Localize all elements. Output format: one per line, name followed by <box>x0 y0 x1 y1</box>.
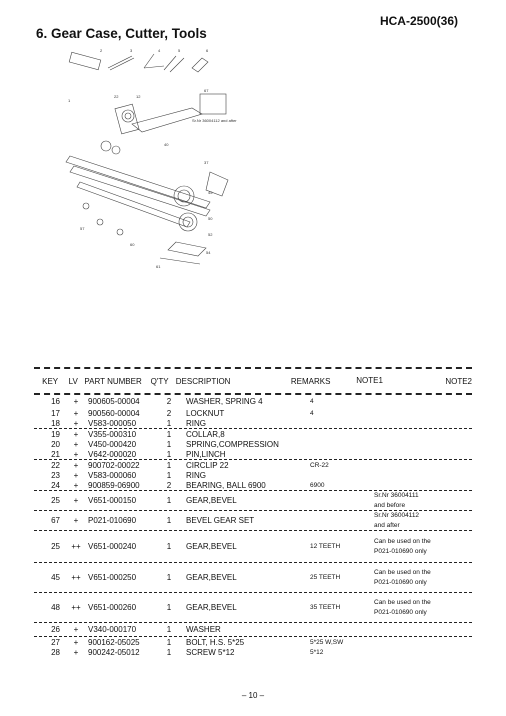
quantity: 1 <box>166 573 172 582</box>
level: + <box>73 460 79 470</box>
quantity: 1 <box>166 603 172 612</box>
part-key: 22 <box>51 460 60 470</box>
table-row <box>34 511 472 531</box>
part-number: V651-000240 <box>88 542 137 551</box>
level: + <box>73 516 79 525</box>
remarks: 35 TEETH <box>310 604 341 611</box>
description: GEAR,BEVEL <box>186 573 237 582</box>
level: + <box>73 418 79 428</box>
part-key: 48 <box>51 603 60 612</box>
header-part-number: PART NUMBER <box>84 376 142 386</box>
part-key: 28 <box>51 647 60 657</box>
table-row <box>34 439 472 449</box>
part-number: V340-000170 <box>88 625 137 634</box>
quantity: 1 <box>166 429 172 439</box>
parts-table <box>34 367 472 657</box>
table-row <box>34 460 472 470</box>
part-number: V583-000060 <box>88 470 137 480</box>
quantity: 1 <box>166 625 172 634</box>
level: + <box>73 625 79 634</box>
part-key: 19 <box>51 429 60 439</box>
remarks: 4 <box>310 398 314 405</box>
svg-text:52: 52 <box>208 232 213 237</box>
description: SCREW 5*12 <box>186 647 235 657</box>
svg-text:61: 61 <box>156 264 161 269</box>
section-title: 6. Gear Case, Cutter, Tools <box>36 26 207 41</box>
svg-text:40: 40 <box>164 142 169 147</box>
description: GEAR,BEVEL <box>186 542 237 551</box>
table-row <box>34 531 472 563</box>
part-number: V642-000020 <box>88 449 137 459</box>
table-row <box>34 418 472 429</box>
quantity: 1 <box>166 470 172 480</box>
level: + <box>73 449 79 459</box>
svg-text:37: 37 <box>204 160 209 165</box>
part-key: 23 <box>51 470 60 480</box>
table-row <box>34 623 472 637</box>
description: SPRING,COMPRESSION <box>186 439 279 449</box>
svg-text:2: 2 <box>100 48 103 53</box>
part-key: 20 <box>51 439 60 449</box>
quantity: 2 <box>166 408 172 418</box>
svg-text:57: 57 <box>80 226 85 231</box>
header-description: DESCRIPTION <box>175 376 231 386</box>
description: LOCKNUT <box>186 408 225 418</box>
svg-text:5: 5 <box>178 48 181 53</box>
svg-text:60: 60 <box>130 242 135 247</box>
part-key: 27 <box>51 637 60 647</box>
svg-text:22: 22 <box>114 94 119 99</box>
table-header <box>34 369 472 393</box>
description: GEAR,BEVEL <box>186 496 237 505</box>
part-number: V651-000260 <box>88 603 137 612</box>
part-key: 26 <box>51 625 60 634</box>
remarks: 12 TEETH <box>310 543 341 550</box>
quantity: 2 <box>166 397 172 406</box>
part-key: 25 <box>51 542 60 551</box>
level: + <box>73 397 79 406</box>
table-row <box>34 563 472 593</box>
level: ++ <box>71 603 81 612</box>
header-remarks: REMARKS <box>290 376 331 386</box>
header-key: KEY <box>42 376 59 386</box>
part-number: V450-000420 <box>88 439 137 449</box>
page-number: – 10 – <box>241 691 265 700</box>
table-row <box>34 593 472 623</box>
part-key: 16 <box>51 397 60 406</box>
part-key: 67 <box>51 516 60 525</box>
svg-text:50: 50 <box>208 216 213 221</box>
diagram-note: Sr.Nr 36004112 and after <box>192 118 237 123</box>
part-number: V651-000250 <box>88 573 137 582</box>
table-row <box>34 408 472 418</box>
svg-text:67: 67 <box>204 88 209 93</box>
level: + <box>73 429 79 439</box>
table-row <box>34 647 472 657</box>
description: GEAR,BEVEL <box>186 603 237 612</box>
part-key: 18 <box>51 418 60 428</box>
part-number: 900560-00004 <box>88 408 140 418</box>
table-row <box>34 429 472 439</box>
svg-text:1: 1 <box>68 98 71 103</box>
table-row <box>34 470 472 480</box>
part-number: 900605-00004 <box>88 397 140 406</box>
part-number: 900859-06900 <box>88 480 140 490</box>
note1: Sr.Nr 36004111 and before <box>374 491 419 509</box>
remarks: CR-22 <box>310 461 329 469</box>
level: + <box>73 496 79 505</box>
table-row <box>34 480 472 491</box>
note1: Sr.Nr 36004112 and after <box>374 511 420 529</box>
description: COLLAR,8 <box>186 429 225 439</box>
part-number: P021-010690 <box>88 516 137 525</box>
part-number: 900242-05012 <box>88 647 140 657</box>
description: RING <box>186 470 206 480</box>
level: ++ <box>71 573 81 582</box>
description: BEARING, BALL 6900 <box>186 480 266 490</box>
part-number: V355-000310 <box>88 429 137 439</box>
svg-text:45: 45 <box>208 190 213 195</box>
table-row <box>34 491 472 511</box>
quantity: 1 <box>166 460 172 470</box>
part-key: 25 <box>51 496 60 505</box>
part-key: 24 <box>51 480 60 490</box>
part-number: 900162-05025 <box>88 637 140 647</box>
quantity: 1 <box>166 647 172 657</box>
level: + <box>73 637 79 647</box>
quantity: 1 <box>166 516 172 525</box>
quantity: 1 <box>166 449 172 459</box>
table-row <box>34 395 472 408</box>
description: BEVEL GEAR SET <box>186 516 255 525</box>
level: ++ <box>71 542 81 551</box>
header-qty: Q'TY <box>150 376 169 386</box>
quantity: 2 <box>166 480 172 490</box>
remarks: 6900 <box>310 481 325 489</box>
svg-text:6: 6 <box>206 48 209 53</box>
part-key: 45 <box>51 573 60 582</box>
note1: Can be used on the P021-010690 only <box>374 598 431 616</box>
remarks: 5*25 W,SW <box>310 638 344 646</box>
part-number: 900702-00022 <box>88 460 140 470</box>
description: RING <box>186 418 206 428</box>
part-number: V583-000050 <box>88 418 137 428</box>
description: WASHER, SPRING 4 <box>186 397 263 406</box>
svg-text:3: 3 <box>130 48 133 53</box>
svg-text:54: 54 <box>206 250 211 255</box>
table-row <box>34 637 472 647</box>
level: + <box>73 439 79 449</box>
description: PIN,LINCH <box>186 449 226 459</box>
level: + <box>73 470 79 480</box>
header-note2: NOTE2 <box>445 376 472 386</box>
svg-text:4: 4 <box>158 48 161 53</box>
remarks: 5*12 <box>310 648 324 656</box>
remarks: 25 TEETH <box>310 574 341 581</box>
quantity: 1 <box>166 637 172 647</box>
description: WASHER <box>186 625 221 634</box>
part-number: V651-000150 <box>88 496 137 505</box>
table-body <box>34 395 472 657</box>
quantity: 1 <box>166 542 172 551</box>
exploded-parts-diagram <box>60 46 237 276</box>
level: + <box>73 408 79 418</box>
quantity: 1 <box>166 418 172 428</box>
quantity: 1 <box>166 439 172 449</box>
description: CIRCLIP 22 <box>186 460 229 470</box>
level: + <box>73 647 79 657</box>
quantity: 1 <box>166 496 172 505</box>
note1: Can be used on the P021-010690 only <box>374 537 431 555</box>
svg-text:12: 12 <box>136 94 141 99</box>
header-note1: NOTE1 <box>356 376 383 385</box>
part-key: 21 <box>51 449 60 459</box>
note1: Can be used on the P021-010690 only <box>374 568 431 586</box>
remarks: 4 <box>310 409 314 417</box>
header-lv: LV <box>68 376 78 386</box>
model-number: HCA-2500(36) <box>379 14 458 28</box>
part-key: 17 <box>51 408 60 418</box>
table-row <box>34 449 472 460</box>
description: BOLT, H.S. 5*25 <box>186 637 245 647</box>
level: + <box>73 480 79 490</box>
